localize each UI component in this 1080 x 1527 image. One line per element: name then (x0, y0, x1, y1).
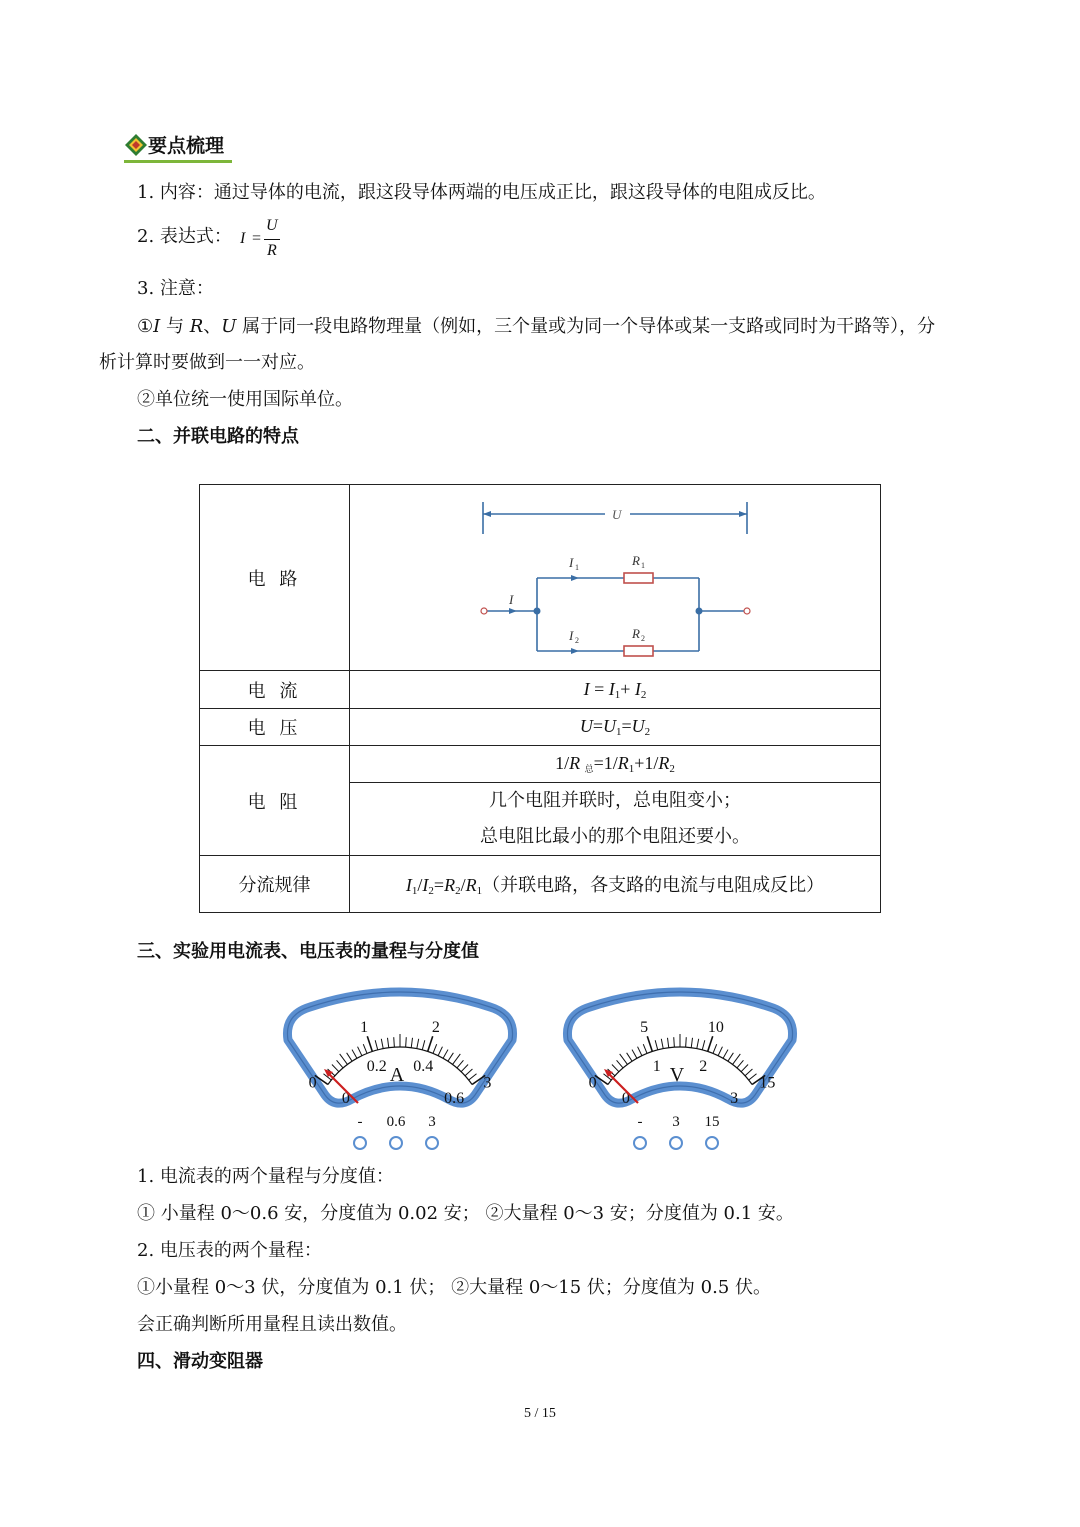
note1-var-i: I (153, 316, 161, 337)
ammeter-upper-label: 2 (431, 1018, 440, 1036)
voltmeter-tick (674, 1037, 675, 1047)
note1-and: 与 (160, 316, 190, 337)
row-label-shunt: 分流规律 (200, 856, 350, 913)
section-header-text: 要点梳理 (148, 135, 225, 157)
voltmeter-terminal[interactable] (706, 1137, 718, 1149)
voltmeter-lower-label: 2 (699, 1057, 708, 1075)
ammeter-terminal[interactable] (426, 1137, 438, 1149)
row-label-circuit: 电 路 (200, 485, 350, 671)
circuit-cell (350, 485, 881, 671)
resistor-r2 (624, 646, 653, 656)
voltmeter-lower-label: 3 (730, 1090, 739, 1108)
voltmeter-lower-label: 1 (652, 1057, 661, 1075)
label-i1-sub: 1 (575, 562, 579, 572)
label-r2-sub: 2 (641, 633, 645, 643)
label-i2-sub: 2 (575, 635, 579, 645)
ammeter-diagram (270, 985, 530, 1155)
ammeter-lower-label: 0.6 (444, 1090, 465, 1108)
table-row (200, 485, 881, 671)
page-number: 5 / 15 (524, 1406, 556, 1421)
label-i2: I (569, 627, 574, 643)
voltmeter-upper-label: 0 (588, 1074, 597, 1092)
resistance-note-1: 几个电阻并联时，总电阻变小； (489, 790, 741, 811)
label-u: U (612, 506, 622, 522)
ammeter-tick (406, 1037, 407, 1047)
expr-numerator: U (266, 217, 278, 234)
ammeter-upper-label: 1 (360, 1018, 369, 1036)
voltmeter-upper-label: 5 (640, 1018, 649, 1036)
voltmeter-upper-label: 15 (759, 1074, 776, 1092)
ammeter-title: 1. 电流表的两个量程与分度值： (137, 1166, 394, 1187)
content-line: 1. 内容：通过导体的电流，跟这段导体两端的电压成正比，跟这段导体的电阻成反比。 (137, 182, 826, 203)
expr-i: I (240, 230, 246, 247)
junction-left (534, 607, 541, 614)
resistor-r1 (624, 573, 653, 583)
ammeter-upper-label: 3 (483, 1074, 492, 1092)
table-row (200, 671, 881, 709)
shunt-note: （并联电路，各支路的电流与电阻成反比） (482, 875, 825, 896)
voltmeter-ranges: ①小量程 0～3 伏，分度值为 0.1 伏； ②大量程 0～15 伏；分度值为 0.5 伏。 (137, 1277, 772, 1298)
ammeter-upper-label: 0 (308, 1074, 317, 1092)
ammeter-terminal-label: 3 (428, 1114, 436, 1130)
voltmeter-title: 2. 电压表的两个量程： (137, 1240, 322, 1261)
table-row (200, 856, 881, 913)
fraction-bar (264, 239, 280, 240)
label-i: I (509, 591, 514, 607)
voltmeter-terminal-label: 3 (672, 1114, 680, 1130)
parallel-circuit-table (199, 484, 881, 913)
voltmeter-terminal-label: 15 (704, 1114, 720, 1130)
voltmeter-terminal[interactable] (670, 1137, 682, 1149)
row-label-voltage: 电 压 (200, 709, 350, 746)
resistance-note-2: 总电阻比最小的那个电阻还要小。 (480, 826, 750, 847)
voltmeter-terminal[interactable] (634, 1137, 646, 1149)
terminal-right (744, 608, 750, 614)
u-arrow-right (739, 511, 747, 517)
note-label: 3. 注意： (137, 278, 214, 299)
section2-title: 二、并联电路的特点 (137, 426, 299, 447)
expr-denominator: R (267, 242, 277, 259)
ammeter-terminal[interactable] (390, 1137, 402, 1149)
note1-rest: 属于同一段电路物理量（例如，三个量或为同一个导体或某一支路或同时为干路等），分 (236, 316, 936, 337)
parallel-circuit-diagram (350, 486, 880, 670)
voltmeter-upper-label: 10 (707, 1018, 724, 1036)
row-label-current: 电 流 (200, 671, 350, 709)
section4-title: 四、滑动变阻器 (137, 1351, 263, 1372)
i2-arrow (571, 648, 579, 654)
ammeter-terminal-label: 0.6 (386, 1114, 406, 1130)
note1-line1 (137, 316, 935, 338)
label-i1: I (569, 554, 574, 570)
note1-var-r: R (189, 316, 204, 337)
resistance-formula: 1/R $_总=1/R_1+1/R_2$ (350, 746, 881, 783)
resistance-notes (350, 783, 881, 856)
note1-sep: 、 (203, 316, 222, 337)
ammeter-tick (394, 1037, 395, 1047)
ammeter-lower-label: 0.2 (366, 1057, 387, 1075)
voltmeter-lower-label: 0 (621, 1090, 630, 1108)
ammeter-lower-label: 0.4 (413, 1057, 434, 1075)
diamond-icon (124, 133, 148, 159)
table-row (200, 746, 881, 783)
expression-label: 2. 表达式： (137, 226, 232, 247)
u-arrow-left (483, 511, 491, 517)
header-underline (124, 160, 232, 163)
ammeter-lower-label: 0 (341, 1090, 350, 1108)
ammeter-unit-label: A (389, 1064, 405, 1086)
terminal-left (481, 608, 487, 614)
row-label-resistance: 电 阻 (200, 746, 350, 856)
expr-equals: = (252, 230, 262, 247)
label-r1-sub: 1 (641, 560, 645, 570)
voltmeter-terminal-label: - (637, 1114, 643, 1130)
label-r1: R (632, 552, 640, 568)
voltage-formula: $U=U_1=U_2$ (350, 709, 881, 746)
note2: ②单位统一使用国际单位。 (137, 389, 353, 410)
ammeter-terminal[interactable] (354, 1137, 366, 1149)
shunt-formula: $I_1/I_2=R_2/R_1$ (405, 875, 483, 897)
i-arrow (509, 608, 517, 614)
voltmeter-diagram (550, 985, 810, 1155)
voltmeter-tick (686, 1037, 687, 1047)
note1-line2: 析计算时要做到一一对应。 (99, 352, 315, 373)
section-header (124, 133, 232, 161)
i1-arrow (571, 575, 579, 581)
section3-title: 三、实验用电流表、电压表的量程与分度值 (137, 941, 479, 962)
note1-prefix: ① (137, 316, 154, 337)
junction-right (696, 607, 703, 614)
shunt-rule (350, 856, 881, 913)
ammeter-ranges: ① 小量程 0～0.6 安，分度值为 0.02 安； ②大量程 0～3 安；分度值为 0.1 安。 (137, 1203, 794, 1224)
note1-var-u: U (221, 316, 237, 337)
table-row (200, 709, 881, 746)
voltmeter-unit-label: V (669, 1064, 685, 1086)
current-formula: $I = I_1+ I_2$ (350, 671, 881, 709)
ohm-law-fraction (238, 216, 288, 266)
label-r2: R (632, 625, 640, 641)
reading-note: 会正确判断所用量程且读出数值。 (137, 1314, 407, 1335)
ammeter-terminal-label: - (357, 1114, 363, 1130)
